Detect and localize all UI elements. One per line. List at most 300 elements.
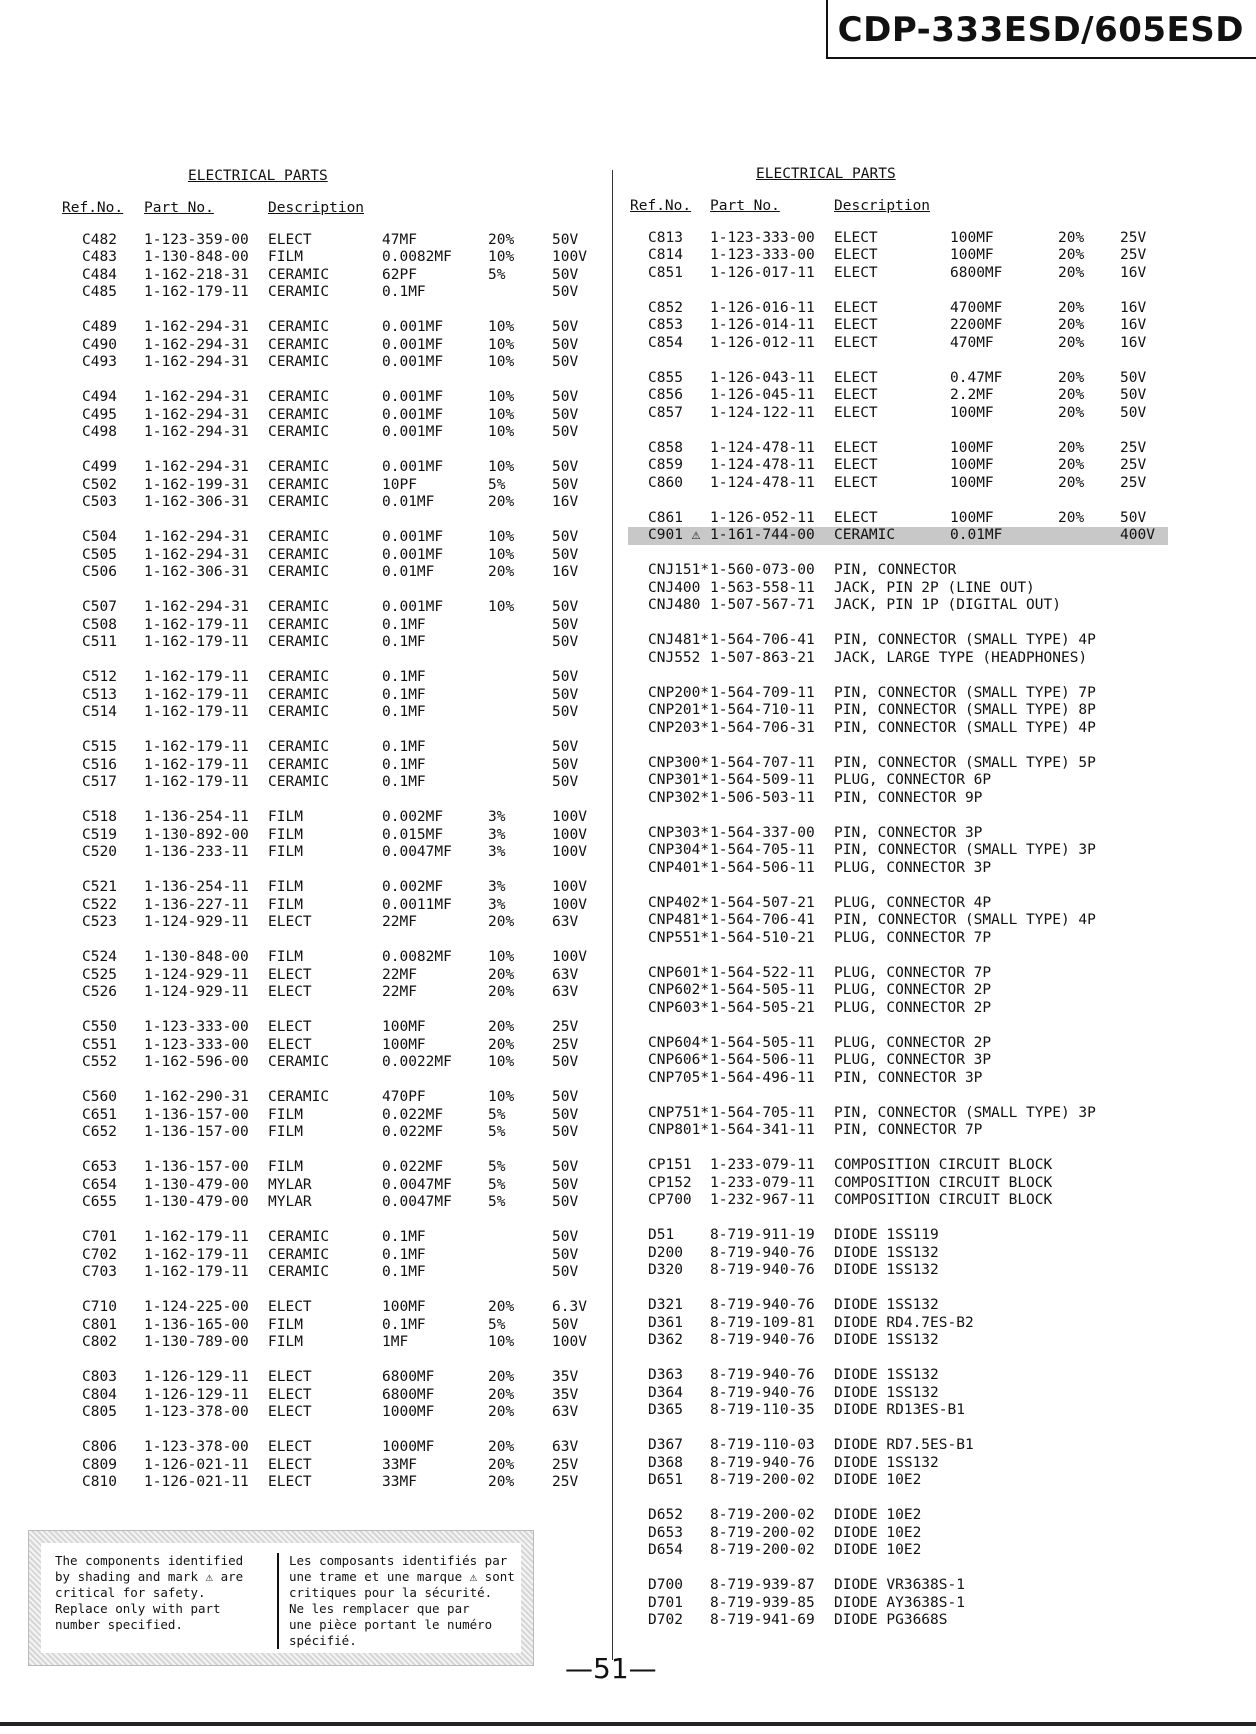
cell-value: 0.001MF: [382, 459, 444, 475]
cell-part-no: 8-719-200-02: [710, 1472, 815, 1488]
table-row: [62, 914, 602, 932]
table-row: [62, 897, 602, 915]
parts-group: [62, 389, 602, 442]
table-row: [628, 247, 1168, 265]
table-row: [62, 1334, 602, 1352]
cell-part-no: 1-124-478-11: [710, 474, 815, 491]
parts-group: [628, 1577, 1168, 1630]
cell-ref-no: C803: [82, 1369, 117, 1385]
cell-tolerance: 10%: [488, 1089, 515, 1105]
cell-part-no: 1-126-021-11: [144, 1474, 249, 1490]
cell-tolerance: 20%: [1058, 369, 1085, 386]
table-row: [62, 1439, 602, 1457]
cell-ref-no: C508: [82, 616, 117, 633]
cell-ref-no: C485: [82, 284, 117, 300]
parts-group: [628, 300, 1168, 353]
cell-ref-no: C801: [82, 1316, 117, 1333]
cell-tolerance: 10%: [488, 336, 515, 353]
cell-tolerance: 20%: [1058, 474, 1085, 491]
cell-description: CERAMIC: [268, 354, 330, 370]
cell-description: CERAMIC: [268, 634, 330, 650]
cell-part-no: 1-123-333-00: [710, 229, 815, 246]
cell-voltage: 50V: [552, 284, 579, 300]
parts-group: [62, 232, 602, 302]
cell-tolerance: 10%: [488, 546, 515, 563]
cell-voltage: 100V: [552, 949, 587, 965]
cell-ref-no: C860: [648, 474, 683, 491]
cell-ref-no: CNJ151*: [648, 562, 710, 578]
cell-description: PIN, CONNECTOR (SMALL TYPE) 5P: [834, 754, 1096, 771]
cell-ref-no: C550: [82, 1019, 117, 1035]
table-row: [62, 1387, 602, 1405]
cell-tolerance: 3%: [488, 844, 506, 860]
cell-part-no: 8-719-940-76: [710, 1244, 815, 1261]
cell-voltage: 50V: [552, 1159, 579, 1175]
cell-voltage: 25V: [552, 1019, 579, 1035]
cell-ref-no: C514: [82, 704, 117, 720]
cell-description: ELECT: [834, 317, 878, 333]
cell-part-no: 1-123-333-00: [710, 247, 815, 263]
parts-group: [628, 685, 1168, 738]
cell-tolerance: 3%: [488, 826, 506, 843]
table-row: [62, 424, 602, 442]
table-row: [628, 1175, 1168, 1193]
cell-description: CERAMIC: [268, 406, 330, 423]
cell-part-no: 1-162-306-31: [144, 494, 249, 510]
cell-part-no: 1-162-179-11: [144, 616, 249, 633]
cell-ref-no: C858: [648, 439, 683, 456]
column-divider: [612, 170, 613, 1660]
table-row: [62, 687, 602, 705]
cell-description: ELECT: [834, 264, 878, 281]
cell-ref-no: C710: [82, 1299, 117, 1315]
table-row: [62, 1457, 602, 1475]
cell-part-no: 1-162-179-11: [144, 1264, 249, 1280]
right-section-title: ELECTRICAL PARTS: [756, 166, 896, 182]
table-row: [628, 1577, 1168, 1595]
cell-part-no: 8-719-940-76: [710, 1297, 815, 1313]
cell-description: MYLAR: [268, 1176, 312, 1193]
cell-value: 0.1MF: [382, 669, 426, 685]
cell-ref-no: C521: [82, 879, 117, 895]
cell-voltage: 16V: [1120, 299, 1147, 316]
cell-description: FILM: [268, 896, 303, 913]
cell-description: JACK, PIN 2P (LINE OUT): [834, 579, 1035, 596]
table-row: [628, 1000, 1168, 1018]
cell-description: PIN, CONNECTOR (SMALL TYPE) 4P: [834, 912, 1096, 928]
parts-group: [62, 459, 602, 512]
cell-tolerance: 20%: [488, 564, 515, 580]
cell-voltage: 50V: [552, 1246, 579, 1263]
parts-group: [628, 1157, 1168, 1210]
cell-tolerance: 10%: [488, 1054, 515, 1070]
cell-voltage: 25V: [1120, 229, 1147, 246]
cell-description: JACK, LARGE TYPE (HEADPHONES): [834, 649, 1088, 666]
cell-voltage: 50V: [552, 1176, 579, 1193]
cell-part-no: 1-130-479-00: [144, 1176, 249, 1193]
cell-part-no: 1-162-179-11: [144, 669, 249, 685]
table-row: [62, 459, 602, 477]
cell-voltage: 50V: [552, 459, 579, 475]
cell-value: 22MF: [382, 966, 417, 983]
cell-value: 62PF: [382, 266, 417, 283]
cell-part-no: 1-564-505-11: [710, 1034, 815, 1051]
cell-part-no: 1-564-522-11: [710, 964, 815, 981]
header-part-no: Part No.: [144, 199, 214, 216]
cell-value: 0.015MF: [382, 826, 444, 843]
cell-voltage: 50V: [552, 1194, 579, 1210]
cell-ref-no: CNJ552: [648, 649, 701, 666]
cell-part-no: 1-564-337-00: [710, 824, 815, 841]
table-row: [62, 407, 602, 425]
header-ref-no: Ref.No.: [62, 199, 124, 216]
cell-tolerance: 20%: [1058, 229, 1085, 246]
parts-group: [62, 529, 602, 582]
cell-value: 2200MF: [950, 317, 1003, 333]
table-row: [628, 1227, 1168, 1245]
table-row: [628, 1367, 1168, 1385]
cell-voltage: 50V: [552, 1089, 579, 1105]
cell-part-no: 1-507-863-21: [710, 649, 815, 666]
cell-ref-no: C504: [82, 529, 117, 545]
cell-part-no: 1-564-705-11: [710, 1104, 815, 1121]
cell-description: DIODE 1SS132: [834, 1454, 939, 1471]
cell-description: CERAMIC: [268, 1089, 330, 1105]
cell-description: PLUG, CONNECTOR 3P: [834, 1052, 992, 1068]
cell-description: ELECT: [834, 404, 878, 421]
cell-part-no: 1-126-012-11: [710, 334, 815, 351]
cell-part-no: 1-126-016-11: [710, 299, 815, 316]
table-row: [628, 702, 1168, 720]
cell-tolerance: 20%: [488, 494, 515, 510]
cell-ref-no: D361: [648, 1314, 683, 1331]
cell-value: 0.1MF: [382, 634, 426, 650]
cell-ref-no: C856: [648, 387, 683, 403]
cell-description: FILM: [268, 1159, 303, 1175]
cell-tolerance: 10%: [488, 529, 515, 545]
cell-ref-no: CNP606*: [648, 1052, 710, 1068]
cell-tolerance: 10%: [488, 424, 515, 440]
table-row: [628, 1595, 1168, 1613]
cell-ref-no: C857: [648, 404, 683, 421]
table-row: [628, 1385, 1168, 1403]
cell-description: DIODE RD7.5ES-B1: [834, 1437, 974, 1453]
cell-part-no: 8-719-939-85: [710, 1594, 815, 1611]
cell-ref-no: C701: [82, 1229, 117, 1245]
cell-tolerance: 20%: [488, 1299, 515, 1315]
cell-part-no: 1-162-179-11: [144, 704, 249, 720]
cell-tolerance: 10%: [488, 459, 515, 475]
cell-ref-no: C859: [648, 457, 683, 473]
table-row: [62, 1369, 602, 1387]
cell-description: ELECT: [268, 966, 312, 983]
cell-description: ELECT: [268, 1439, 312, 1455]
parts-group: [628, 895, 1168, 948]
cell-ref-no: C524: [82, 949, 117, 965]
cell-value: 1000MF: [382, 1439, 435, 1455]
cell-ref-no: C551: [82, 1036, 117, 1053]
cell-voltage: 100V: [552, 896, 587, 913]
parts-group: [628, 370, 1168, 423]
bottom-rule: [0, 1722, 1256, 1726]
cell-part-no: 8-719-940-76: [710, 1367, 815, 1383]
cell-value: 100MF: [950, 509, 994, 526]
cell-part-no: 1-564-505-21: [710, 999, 815, 1016]
cell-part-no: 1-123-333-00: [144, 1036, 249, 1053]
parts-group: [62, 1019, 602, 1072]
cell-value: 22MF: [382, 984, 417, 1000]
cell-description: CERAMIC: [268, 599, 330, 615]
cell-ref-no: C853: [648, 317, 683, 333]
cell-tolerance: 5%: [488, 476, 506, 493]
cell-voltage: 100V: [552, 826, 587, 843]
cell-voltage: 25V: [552, 1036, 579, 1053]
safety-notice-panel: [41, 1543, 521, 1653]
table-row: [628, 457, 1168, 475]
table-row: [628, 1472, 1168, 1490]
cell-description: CERAMIC: [268, 704, 330, 720]
cell-ref-no: D368: [648, 1454, 683, 1471]
cell-description: COMPOSITION CIRCUIT BLOCK: [834, 1157, 1053, 1173]
cell-description: PLUG, CONNECTOR 4P: [834, 894, 992, 911]
table-row: [628, 317, 1168, 335]
cell-voltage: 50V: [552, 599, 579, 615]
cell-value: 0.0022MF: [382, 1054, 452, 1070]
cell-voltage: 63V: [552, 984, 579, 1000]
cell-part-no: 1-126-017-11: [710, 264, 815, 281]
cell-ref-no: C482: [82, 231, 117, 248]
cell-description: CERAMIC: [268, 616, 330, 633]
cell-part-no: 1-564-496-11: [710, 1069, 815, 1086]
cell-part-no: 1-124-929-11: [144, 984, 249, 1000]
cell-ref-no: CNP481*: [648, 912, 710, 928]
cell-voltage: 50V: [552, 634, 579, 650]
cell-description: DIODE 10E2: [834, 1524, 922, 1541]
cell-description: COMPOSITION CIRCUIT BLOCK: [834, 1192, 1053, 1208]
cell-value: 0.001MF: [382, 354, 444, 370]
cell-ref-no: C518: [82, 809, 117, 825]
cell-voltage: 50V: [552, 336, 579, 353]
table-row: [62, 529, 602, 547]
cell-part-no: 1-564-710-11: [710, 702, 815, 718]
cell-part-no: 1-130-848-00: [144, 949, 249, 965]
cell-voltage: 50V: [552, 686, 579, 703]
parts-group: [62, 1439, 602, 1492]
cell-description: CERAMIC: [268, 669, 330, 685]
cell-part-no: 1-162-179-11: [144, 739, 249, 755]
cell-tolerance: 5%: [488, 266, 506, 283]
cell-voltage: 50V: [552, 529, 579, 545]
cell-description: PLUG, CONNECTOR 2P: [834, 999, 992, 1016]
cell-voltage: 100V: [552, 879, 587, 895]
table-row: [628, 930, 1168, 948]
table-row: [62, 249, 602, 267]
cell-description: ELECT: [834, 247, 878, 263]
cell-ref-no: C490: [82, 336, 117, 353]
cell-ref-no: C515: [82, 739, 117, 755]
cell-value: 0.001MF: [382, 319, 444, 335]
cell-ref-no: CNP201*: [648, 702, 710, 718]
table-row: [628, 510, 1168, 528]
cell-part-no: 1-506-503-11: [710, 789, 815, 806]
table-row: [628, 1297, 1168, 1315]
cell-part-no: 1-124-478-11: [710, 439, 815, 456]
table-row: [62, 809, 602, 827]
cell-ref-no: CNP200*: [648, 684, 710, 701]
cell-part-no: 1-130-892-00: [144, 826, 249, 843]
table-row: [628, 1437, 1168, 1455]
cell-ref-no: D651: [648, 1472, 683, 1488]
cell-description: CERAMIC: [268, 1054, 330, 1070]
cell-value: 100MF: [950, 404, 994, 421]
cell-description: ELECT: [834, 229, 878, 246]
cell-description: PIN, CONNECTOR 3P: [834, 824, 983, 841]
cell-description: PIN, CONNECTOR (SMALL TYPE) 3P: [834, 842, 1096, 858]
cell-part-no: 1-564-707-11: [710, 754, 815, 771]
cell-description: CERAMIC: [268, 389, 330, 405]
cell-description: DIODE 1SS132: [834, 1297, 939, 1313]
cell-part-no: 1-162-306-31: [144, 564, 249, 580]
cell-voltage: 16V: [1120, 264, 1147, 281]
table-row: [628, 1262, 1168, 1280]
cell-part-no: 1-162-179-11: [144, 284, 249, 300]
table-row: [628, 1402, 1168, 1420]
table-row: [62, 827, 602, 845]
cell-description: DIODE PG3668S: [834, 1612, 948, 1628]
cell-tolerance: 20%: [488, 1456, 515, 1473]
cell-tolerance: 3%: [488, 879, 506, 895]
cell-description: CERAMIC: [268, 336, 330, 353]
cell-part-no: 1-126-043-11: [710, 369, 815, 386]
cell-voltage: 25V: [552, 1456, 579, 1473]
cell-ref-no: D362: [648, 1332, 683, 1348]
table-row: [628, 405, 1168, 423]
parts-group: [628, 1227, 1168, 1280]
table-row: [628, 562, 1168, 580]
cell-value: 2.2MF: [950, 387, 994, 403]
header-description: Description: [834, 197, 931, 214]
table-row: [628, 1052, 1168, 1070]
cell-value: 4700MF: [950, 299, 1003, 316]
cell-part-no: 1-130-848-00: [144, 249, 249, 265]
cell-description: ELECT: [268, 914, 312, 930]
cell-part-no: 8-719-939-87: [710, 1577, 815, 1593]
cell-ref-no: C851: [648, 264, 683, 281]
table-row: [62, 1404, 602, 1422]
cell-ref-no: C505: [82, 546, 117, 563]
cell-description: FILM: [268, 1334, 303, 1350]
cell-ref-no: CNJ400: [648, 579, 701, 596]
cell-value: 470PF: [382, 1089, 426, 1105]
parts-group: [62, 879, 602, 932]
cell-value: 0.001MF: [382, 389, 444, 405]
cell-value: 0.001MF: [382, 599, 444, 615]
cell-ref-no: D652: [648, 1507, 683, 1523]
cell-voltage: 16V: [552, 494, 579, 510]
table-row: [62, 669, 602, 687]
cell-ref-no: C804: [82, 1386, 117, 1403]
cell-voltage: 25V: [1120, 247, 1147, 263]
cell-description: FILM: [268, 949, 303, 965]
cell-part-no: 1-233-079-11: [710, 1174, 815, 1191]
cell-ref-no: C702: [82, 1246, 117, 1263]
page-number: —51—: [565, 1652, 657, 1685]
cell-value: 22MF: [382, 914, 417, 930]
cell-description: FILM: [268, 879, 303, 895]
cell-value: 0.0047MF: [382, 844, 452, 860]
cell-part-no: 1-136-157-00: [144, 1106, 249, 1123]
cell-part-no: 1-564-706-41: [710, 632, 815, 648]
cell-ref-no: C651: [82, 1106, 117, 1123]
cell-voltage: 50V: [552, 1316, 579, 1333]
cell-voltage: 50V: [552, 739, 579, 755]
cell-voltage: 50V: [552, 756, 579, 773]
cell-voltage: 50V: [552, 669, 579, 685]
cell-tolerance: 20%: [1058, 404, 1085, 421]
right-parts-column: [628, 166, 1168, 1647]
cell-part-no: 1-233-079-11: [710, 1157, 815, 1173]
cell-ref-no: C854: [648, 334, 683, 351]
cell-ref-no: C503: [82, 494, 117, 510]
cell-voltage: 25V: [1120, 439, 1147, 456]
cell-value: 0.01MF: [382, 494, 435, 510]
cell-part-no: 1-232-967-11: [710, 1192, 815, 1208]
cell-description: ELECT: [268, 984, 312, 1000]
table-row: [628, 527, 1168, 545]
cell-value: 0.0082MF: [382, 249, 452, 265]
cell-part-no: 1-564-709-11: [710, 684, 815, 701]
cell-voltage: 50V: [552, 389, 579, 405]
table-row: [62, 757, 602, 775]
cell-value: 6800MF: [950, 264, 1003, 281]
cell-value: 0.1MF: [382, 1246, 426, 1263]
cell-value: 0.1MF: [382, 284, 426, 300]
cell-description: PLUG, CONNECTOR 7P: [834, 964, 992, 981]
table-row: [62, 232, 602, 250]
cell-part-no: 1-507-567-71: [710, 597, 815, 613]
cell-description: ELECT: [834, 439, 878, 456]
table-row: [628, 842, 1168, 860]
cell-voltage: 50V: [552, 231, 579, 248]
table-row: [628, 965, 1168, 983]
cell-part-no: 1-123-378-00: [144, 1404, 249, 1420]
cell-description: PIN, CONNECTOR (SMALL TYPE) 4P: [834, 719, 1096, 736]
parts-group: [628, 1507, 1168, 1560]
table-row: [62, 337, 602, 355]
parts-group: [628, 1105, 1168, 1140]
cell-tolerance: 5%: [488, 1176, 506, 1193]
table-row: [62, 739, 602, 757]
cell-ref-no: C502: [82, 476, 117, 493]
table-row: [628, 1542, 1168, 1560]
cell-part-no: 1-162-294-31: [144, 406, 249, 423]
parts-group: [62, 1229, 602, 1282]
cell-tolerance: 10%: [488, 354, 515, 370]
cell-ref-no: CP152: [648, 1174, 692, 1191]
cell-tolerance: 20%: [488, 1019, 515, 1035]
cell-part-no: 8-719-940-76: [710, 1262, 815, 1278]
cell-part-no: 1-136-157-00: [144, 1159, 249, 1175]
cell-description: CERAMIC: [834, 527, 896, 543]
cell-part-no: 1-564-341-11: [710, 1122, 815, 1138]
cell-tolerance: 10%: [488, 949, 515, 965]
table-row: [62, 1089, 602, 1107]
cell-description: CERAMIC: [268, 284, 330, 300]
parts-group: [62, 1369, 602, 1422]
cell-voltage: 50V: [552, 1124, 579, 1140]
cell-ref-no: C507: [82, 599, 117, 615]
cell-tolerance: 20%: [1058, 317, 1085, 333]
